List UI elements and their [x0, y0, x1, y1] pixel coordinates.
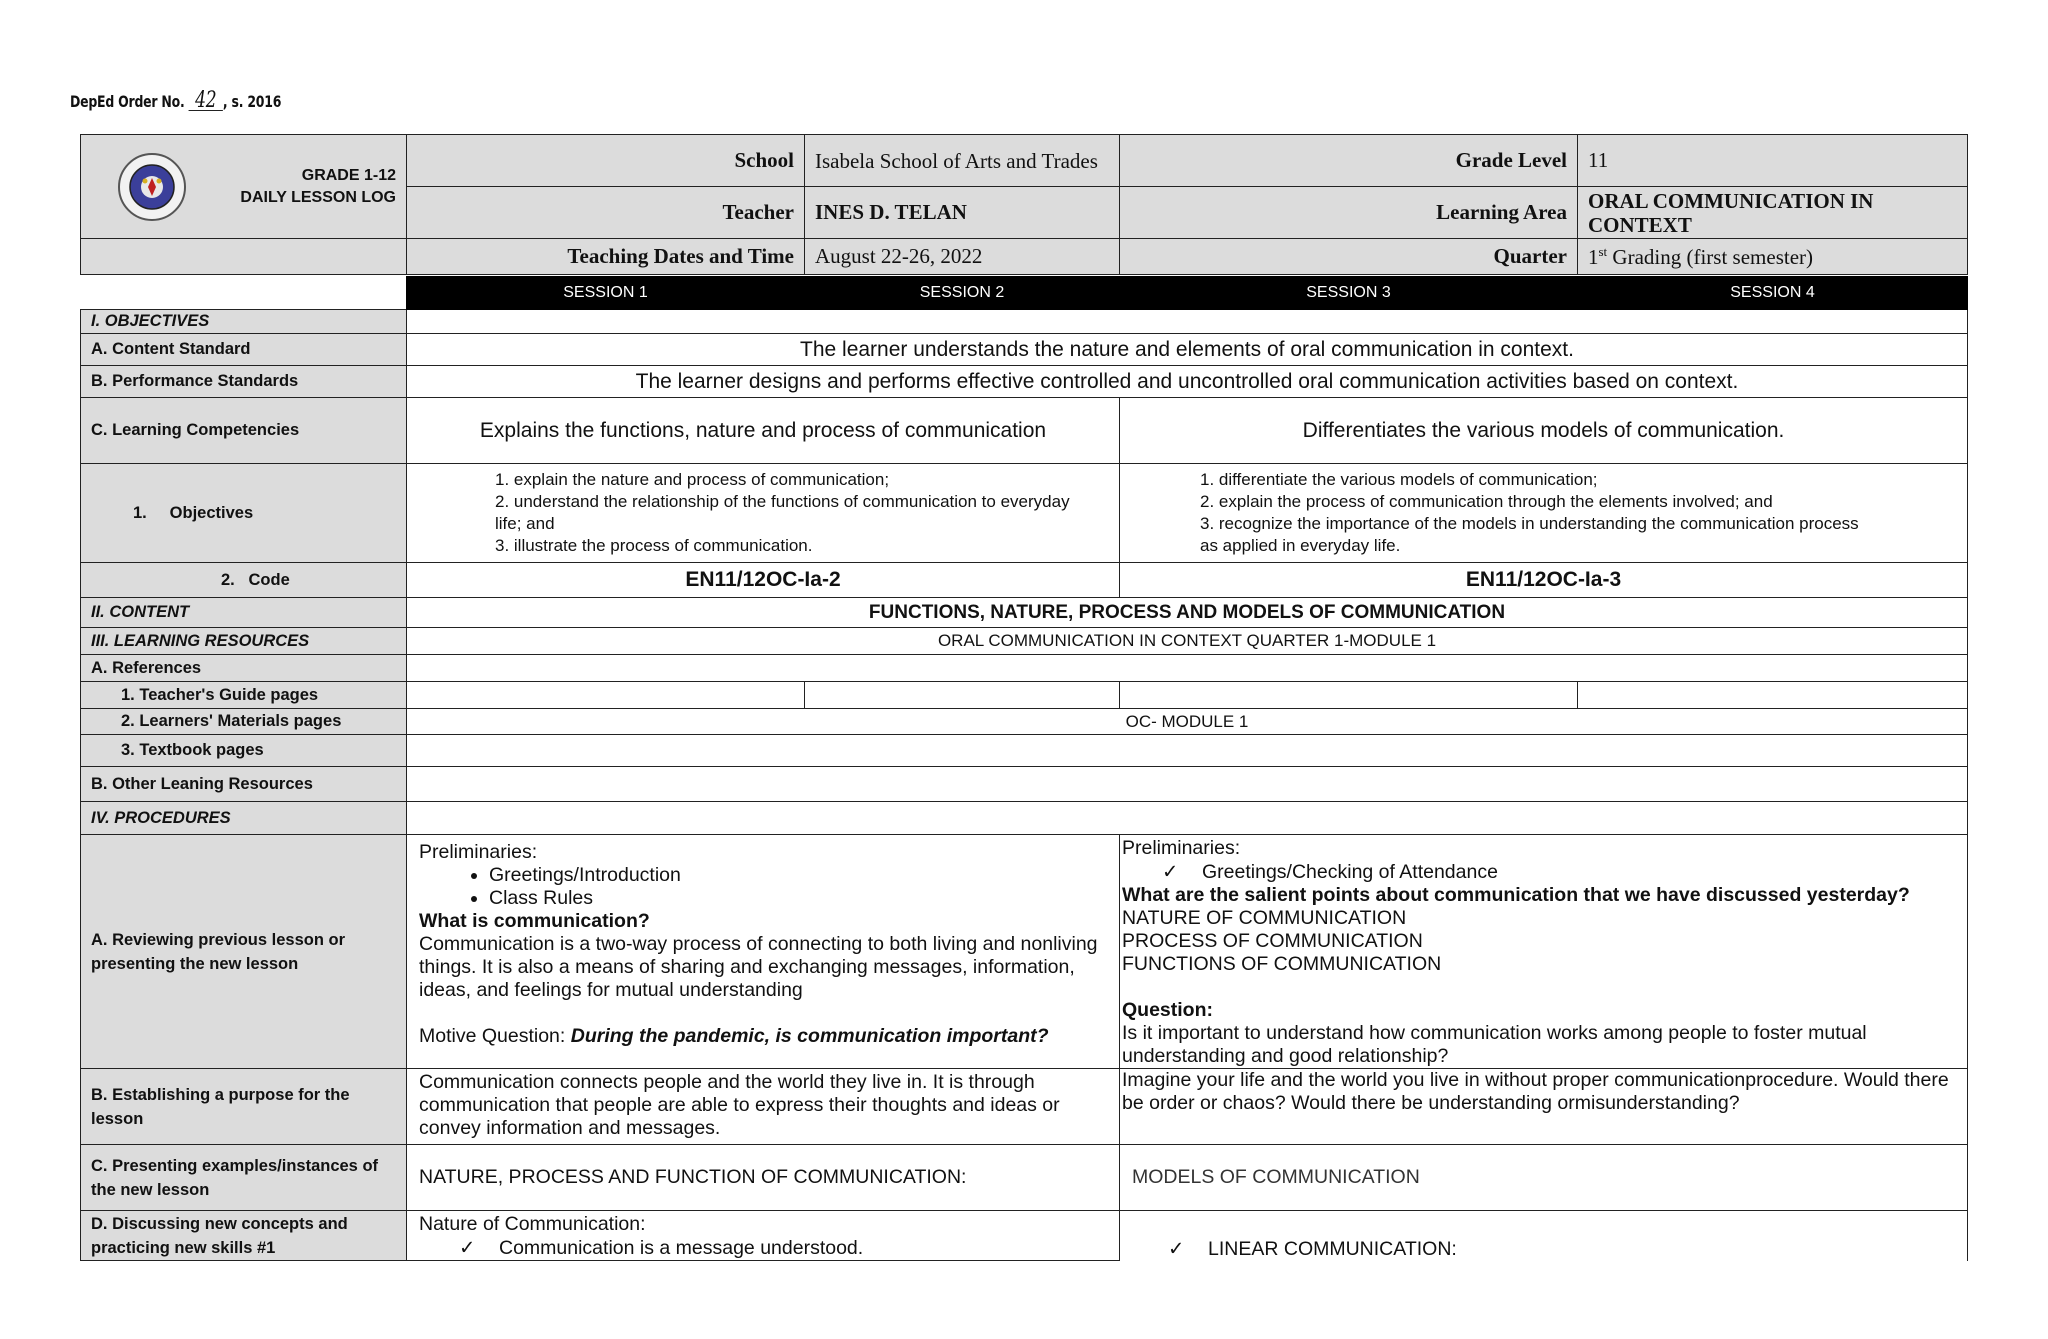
reviewing-left-bullets — [419, 864, 1109, 910]
performance-standards-label: B. Performance Standards — [81, 366, 407, 398]
performance-standards-value: The learner designs and performs effective controlled and uncontrolled oral communication activities based on context. — [407, 366, 1968, 398]
lesson-log-table — [80, 276, 1968, 1261]
learning-area-label: Learning Area — [1120, 187, 1578, 239]
content-heading: II. CONTENT — [81, 598, 407, 628]
learning-area-value: ORAL COMMUNICATION IN CONTEXT — [1578, 187, 1968, 239]
quarter-label: Quarter — [1120, 239, 1578, 275]
motive-question — [419, 1025, 1109, 1048]
objective-left-1: 1. explain the nature and process of communication; — [495, 470, 890, 489]
reviewing-left-bullet-2: • Class Rules — [489, 887, 1109, 910]
deped-order-suffix: , s. 2016 — [222, 92, 282, 111]
reviewing-left — [407, 835, 1120, 1069]
reviewing-left-answer: Communication is a two-way process of connecting to both living and nonliving things. It is also a means of sharing and exchanging messages, information, ideas, and feelings for mutual understanding — [419, 933, 1098, 1001]
reviewing-right — [1120, 835, 1968, 1069]
reviewing-right-line-1: NATURE OF COMMUNICATION — [1122, 907, 1407, 929]
reviewing-label — [81, 835, 407, 1069]
teaching-dates-value: August 22-26, 2022 — [805, 239, 1120, 275]
objective-left-2: 2. understand the relationship of the functions of communication to everyday life; and — [495, 492, 1070, 533]
session-1-header: SESSION 1 — [407, 277, 805, 310]
reviewing-right-checks — [1122, 860, 1957, 884]
content-value: FUNCTIONS, NATURE, PROCESS AND MODELS OF COMMUNICATION — [407, 598, 1968, 628]
other-resources-blank — [407, 767, 1968, 802]
session-4-header: SESSION 4 — [1578, 277, 1968, 310]
objective-right-3: 3. recognize the importance of the models in understanding the communication process as applied in everyday life. — [1200, 514, 1859, 555]
reviewing-right-line-3: FUNCTIONS OF COMMUNICATION — [1122, 953, 1442, 975]
reviewing-right-q-text: Is it important to understand how communication works among people to foster mutual understanding and good relationship? — [1122, 1022, 1867, 1067]
learners-materials-value: OC- MODULE 1 — [407, 709, 1968, 735]
procedures-blank — [407, 802, 1968, 835]
motive-question-label: Motive Question: — [419, 1025, 571, 1047]
deped-seal-logo — [105, 151, 200, 223]
objectives-blank — [407, 310, 1968, 334]
teachers-guide-label: 1. Teacher's Guide pages — [81, 682, 407, 709]
textbook-label: 3. Textbook pages — [81, 735, 407, 767]
reviewing-left-question: What is communication? — [419, 910, 650, 932]
session-2-header: SESSION 2 — [805, 277, 1120, 310]
objective-left-3: 3. illustrate the process of communication. — [495, 536, 813, 555]
tg-session-4 — [1578, 682, 1968, 709]
code-right: EN11/12OC-Ia-3 — [1120, 563, 1968, 598]
presenting-label: C. Presenting examples/instances of the new lesson — [81, 1145, 407, 1211]
textbook-blank — [407, 735, 1968, 767]
learning-resources-value: ORAL COMMUNICATION IN CONTEXT QUARTER 1-MODULE 1 — [407, 628, 1968, 655]
reviewing-right-line-2: PROCESS OF COMMUNICATION — [1122, 930, 1423, 952]
establishing-left: Communication connects people and the world they live in. It is through communication that people are able to express their thoughts and ideas or convey information and messages. — [407, 1069, 1120, 1145]
discussing-left-checks — [419, 1236, 1109, 1260]
quarter-number: 1 — [1588, 244, 1599, 269]
session-header-row — [81, 277, 1968, 310]
deped-order-number: 42 — [189, 92, 223, 111]
discussing-left — [407, 1211, 1120, 1261]
quarter-value — [1578, 239, 1968, 275]
tg-session-2 — [805, 682, 1120, 709]
objectives-left — [407, 464, 1120, 563]
deped-order-line — [70, 88, 282, 113]
quarter-text: Grading (first semester) — [1607, 244, 1814, 269]
school-value: Isabela School of Arts and Trades — [805, 135, 1120, 187]
reviewing-right-q-label: Question: — [1122, 999, 1213, 1021]
quarter-ordinal: st — [1598, 243, 1608, 259]
grade-level-value: 11 — [1578, 135, 1968, 187]
header-table — [80, 134, 1968, 275]
motive-question-text: During the pandemic, is communication important? — [570, 1025, 1049, 1047]
other-resources-label: B. Other Leaning Resources — [81, 767, 407, 802]
deped-order-prefix: DepEd Order No. — [70, 92, 185, 111]
procedures-heading: IV. PROCEDURES — [81, 802, 407, 835]
tg-session-3 — [1120, 682, 1578, 709]
objectives-right — [1120, 464, 1968, 563]
discussing-left-check-1: ✓ Communication is a message understood. — [459, 1236, 1109, 1260]
teaching-dates-label: Teaching Dates and Time — [407, 239, 805, 275]
objective-right-2: 2. explain the process of communication through the elements involved; and — [1200, 492, 1773, 511]
presenting-right: MODELS OF COMMUNICATION — [1120, 1145, 1968, 1211]
teacher-value: INES D. TELAN — [805, 187, 1120, 239]
references-label: A. References — [81, 655, 407, 682]
session-3-header: SESSION 3 — [1120, 277, 1578, 310]
school-label: School — [407, 135, 805, 187]
code-left: EN11/12OC-Ia-2 — [407, 563, 1120, 598]
reviewing-right-prelim: Preliminaries: — [1122, 837, 1241, 859]
learning-competencies-label: C. Learning Competencies — [81, 398, 407, 464]
reviewing-right-check-1: ✓ Greetings/Checking of Attendance — [1162, 860, 1957, 884]
discussing-right-checks — [1122, 1237, 1957, 1261]
reviewing-left-bullet-1: • Greetings/Introduction — [489, 864, 1109, 887]
discussing-label: D. Discussing new concepts and practicing new skills #1 — [81, 1211, 407, 1261]
establishing-label: B. Establishing a purpose for the lesson — [81, 1069, 407, 1145]
references-blank — [407, 655, 1968, 682]
code-label: 2. Code — [81, 563, 407, 598]
learners-materials-label: 2. Learners' Materials pages — [81, 709, 407, 735]
doc-title-cell — [81, 135, 407, 239]
content-standard-label: A. Content Standard — [81, 334, 407, 366]
empty-title-cell — [81, 239, 407, 275]
grade-level-label: Grade Level — [1120, 135, 1578, 187]
competency-right: Differentiates the various models of communication. — [1120, 398, 1968, 464]
reviewing-left-prelim: Preliminaries: — [419, 841, 538, 863]
learning-resources-heading: III. LEARNING RESOURCES — [81, 628, 407, 655]
reviewing-label-text: A. Reviewing previous lesson or presenting the new lesson — [91, 930, 345, 973]
doc-title-line2: DAILY LESSON LOG — [240, 188, 396, 206]
competency-left: Explains the functions, nature and process of communication — [407, 398, 1120, 464]
discussing-right — [1120, 1211, 1968, 1261]
objectives-item-label: 1. Objectives — [81, 464, 407, 563]
presenting-left: NATURE, PROCESS AND FUNCTION OF COMMUNICATION: — [407, 1145, 1120, 1211]
objective-right-1: 1. differentiate the various models of communication; — [1200, 470, 1598, 489]
teacher-label: Teacher — [407, 187, 805, 239]
doc-title-line1: GRADE 1-12 — [301, 166, 396, 184]
reviewing-right-question: What are the salient points about communication that we have discussed yesterday? — [1122, 884, 1910, 906]
discussing-right-check-1: ✓ LINEAR COMMUNICATION: — [1168, 1237, 1957, 1261]
objectives-heading: I. OBJECTIVES — [81, 310, 407, 334]
establishing-right: Imagine your life and the world you live in without proper communicationprocedure. Would there be order or chaos? Would there be understanding ormisunderstanding? — [1120, 1069, 1968, 1145]
discussing-left-title: Nature of Communication: — [419, 1213, 646, 1235]
tg-session-1 — [407, 682, 805, 709]
content-standard-value: The learner understands the nature and elements of oral communication in context. — [407, 334, 1968, 366]
